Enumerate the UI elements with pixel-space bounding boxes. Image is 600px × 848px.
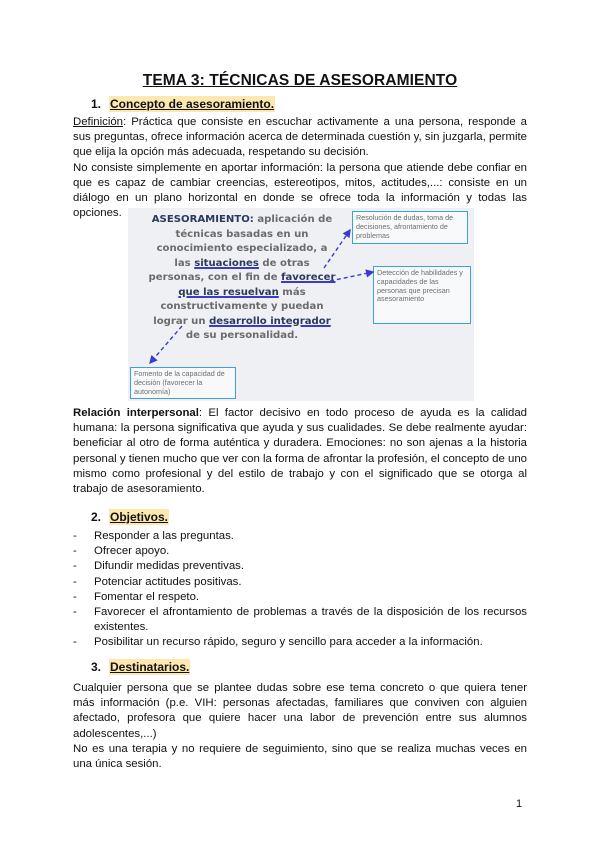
diagram-box-resolucion: Resolución de dudas, toma de decisiones, afrontamiento de problemas bbox=[352, 211, 468, 244]
diagram-main-part: más constructivamente y puedan lograr un bbox=[153, 286, 324, 327]
section-number: 3. bbox=[91, 660, 102, 674]
list-item: - Ofrecer apoyo. bbox=[73, 545, 170, 558]
relationship-term: Relación interpersonal bbox=[73, 407, 199, 419]
section-title: Objetivos. bbox=[110, 510, 169, 524]
definition-paragraph-2: No consiste simplemente en aportar información: la persona que atiende debe confiar en que es capaz de cambiar creencias, estereotipos, mitos, actitudes,...: consiste en un diálogo en un plano horizontal en donde se ofrece toda la información y todas las opciones. bbox=[73, 161, 527, 220]
section-heading-destinatarios bbox=[91, 660, 190, 674]
recipients-paragraph bbox=[73, 681, 527, 772]
list-item: - Favorecer el afrontamiento de problemas a través de la disposición de los recursos existentes. bbox=[73, 606, 527, 634]
diagram-main-part: aplicación de técnicas basadas en un conocimiento especializado, a las bbox=[156, 214, 333, 269]
diagram-box-deteccion: Detección de habilidades y capacidades de las personas que precisan asesoramiento bbox=[373, 266, 471, 324]
relationship-text: : El factor decisivo en todo proceso de ayuda es la calidad humana: la persona significativa que ayuda y sus cualidades. Se debe realmente ayudar: beneficiar al otro de forma auténtica y duradera. Emociones: no son ajenas a la historia personal y tienen mucho que ver con la forma de afrontar la profesión, el concepto de uno mismo como profesional y del estilo de trabajo y con el significado que se otorga al trabajo de asesoramiento. bbox=[73, 407, 528, 496]
section-number: 1. bbox=[91, 97, 102, 111]
section-title: Destinatarios. bbox=[110, 660, 190, 674]
page-title: TEMA 3: TÉCNICAS DE ASESORAMIENTO bbox=[142, 72, 458, 89]
page-number: 1 bbox=[516, 798, 523, 810]
recipients-text-2: No es una terapia y no requiere de seguimiento, sino que se realiza muchas veces en una única sesión. bbox=[73, 742, 527, 771]
arrow-to-resolucion bbox=[324, 230, 350, 268]
diagram-main-highlight: desarrollo integrador bbox=[209, 315, 331, 327]
definition-text: : Práctica que consiste en escuchar activamente a una persona, responde a sus preguntas, ofrece información acerca de determinada cuestión y, sin juzgarla, permite que elija la opción más adecuada, respetando su decisión. bbox=[73, 116, 527, 159]
diagram-main-part: de otras personas, con el fin de bbox=[148, 257, 310, 283]
definition-term: Definición bbox=[73, 116, 124, 128]
diagram-main-highlight: favorecer que las resuelvan bbox=[178, 272, 336, 298]
section-heading-objetivos bbox=[91, 510, 169, 524]
section-heading-concepto bbox=[91, 97, 275, 111]
definition-paragraph bbox=[73, 115, 527, 221]
section-number: 2. bbox=[91, 510, 102, 524]
diagram-arrows bbox=[128, 208, 474, 401]
arrow-to-fomento bbox=[150, 326, 182, 363]
objectives-list bbox=[73, 529, 527, 651]
relationship-paragraph bbox=[73, 406, 527, 497]
diagram-main-highlight: situaciones bbox=[194, 257, 259, 269]
recipients-text-1: Cualquier persona que se plantee dudas sobre ese tema concreto o que quiera tener más información (p.e. VIH: personas afectadas, familiares que conviven con alguien afectado, profesora que quiere hacer una labor de prevención entre sus alumnos adolescentes,...) bbox=[73, 682, 527, 740]
list-item: - Difundir medidas preventivas. bbox=[73, 560, 245, 573]
diagram-main-keyword: ASESORAMIENTO: bbox=[151, 214, 254, 225]
list-item: - Responder a las preguntas. bbox=[73, 530, 234, 542]
section-title: Concepto de asesoramiento. bbox=[110, 97, 275, 111]
diagram-box-fomento: Fomento de la capacidad de decisión (favorecer la autonomía) bbox=[130, 367, 236, 399]
list-item: - Fomentar el respeto. bbox=[73, 590, 200, 603]
arrow-to-deteccion bbox=[330, 272, 373, 281]
list-item: - Posibilitar un recurso rápido, seguro y sencillo para acceder a la información. bbox=[73, 636, 483, 649]
list-item: - Potenciar actitudes positivas. bbox=[73, 575, 242, 588]
diagram-main-part: de su personalidad. bbox=[185, 330, 299, 341]
